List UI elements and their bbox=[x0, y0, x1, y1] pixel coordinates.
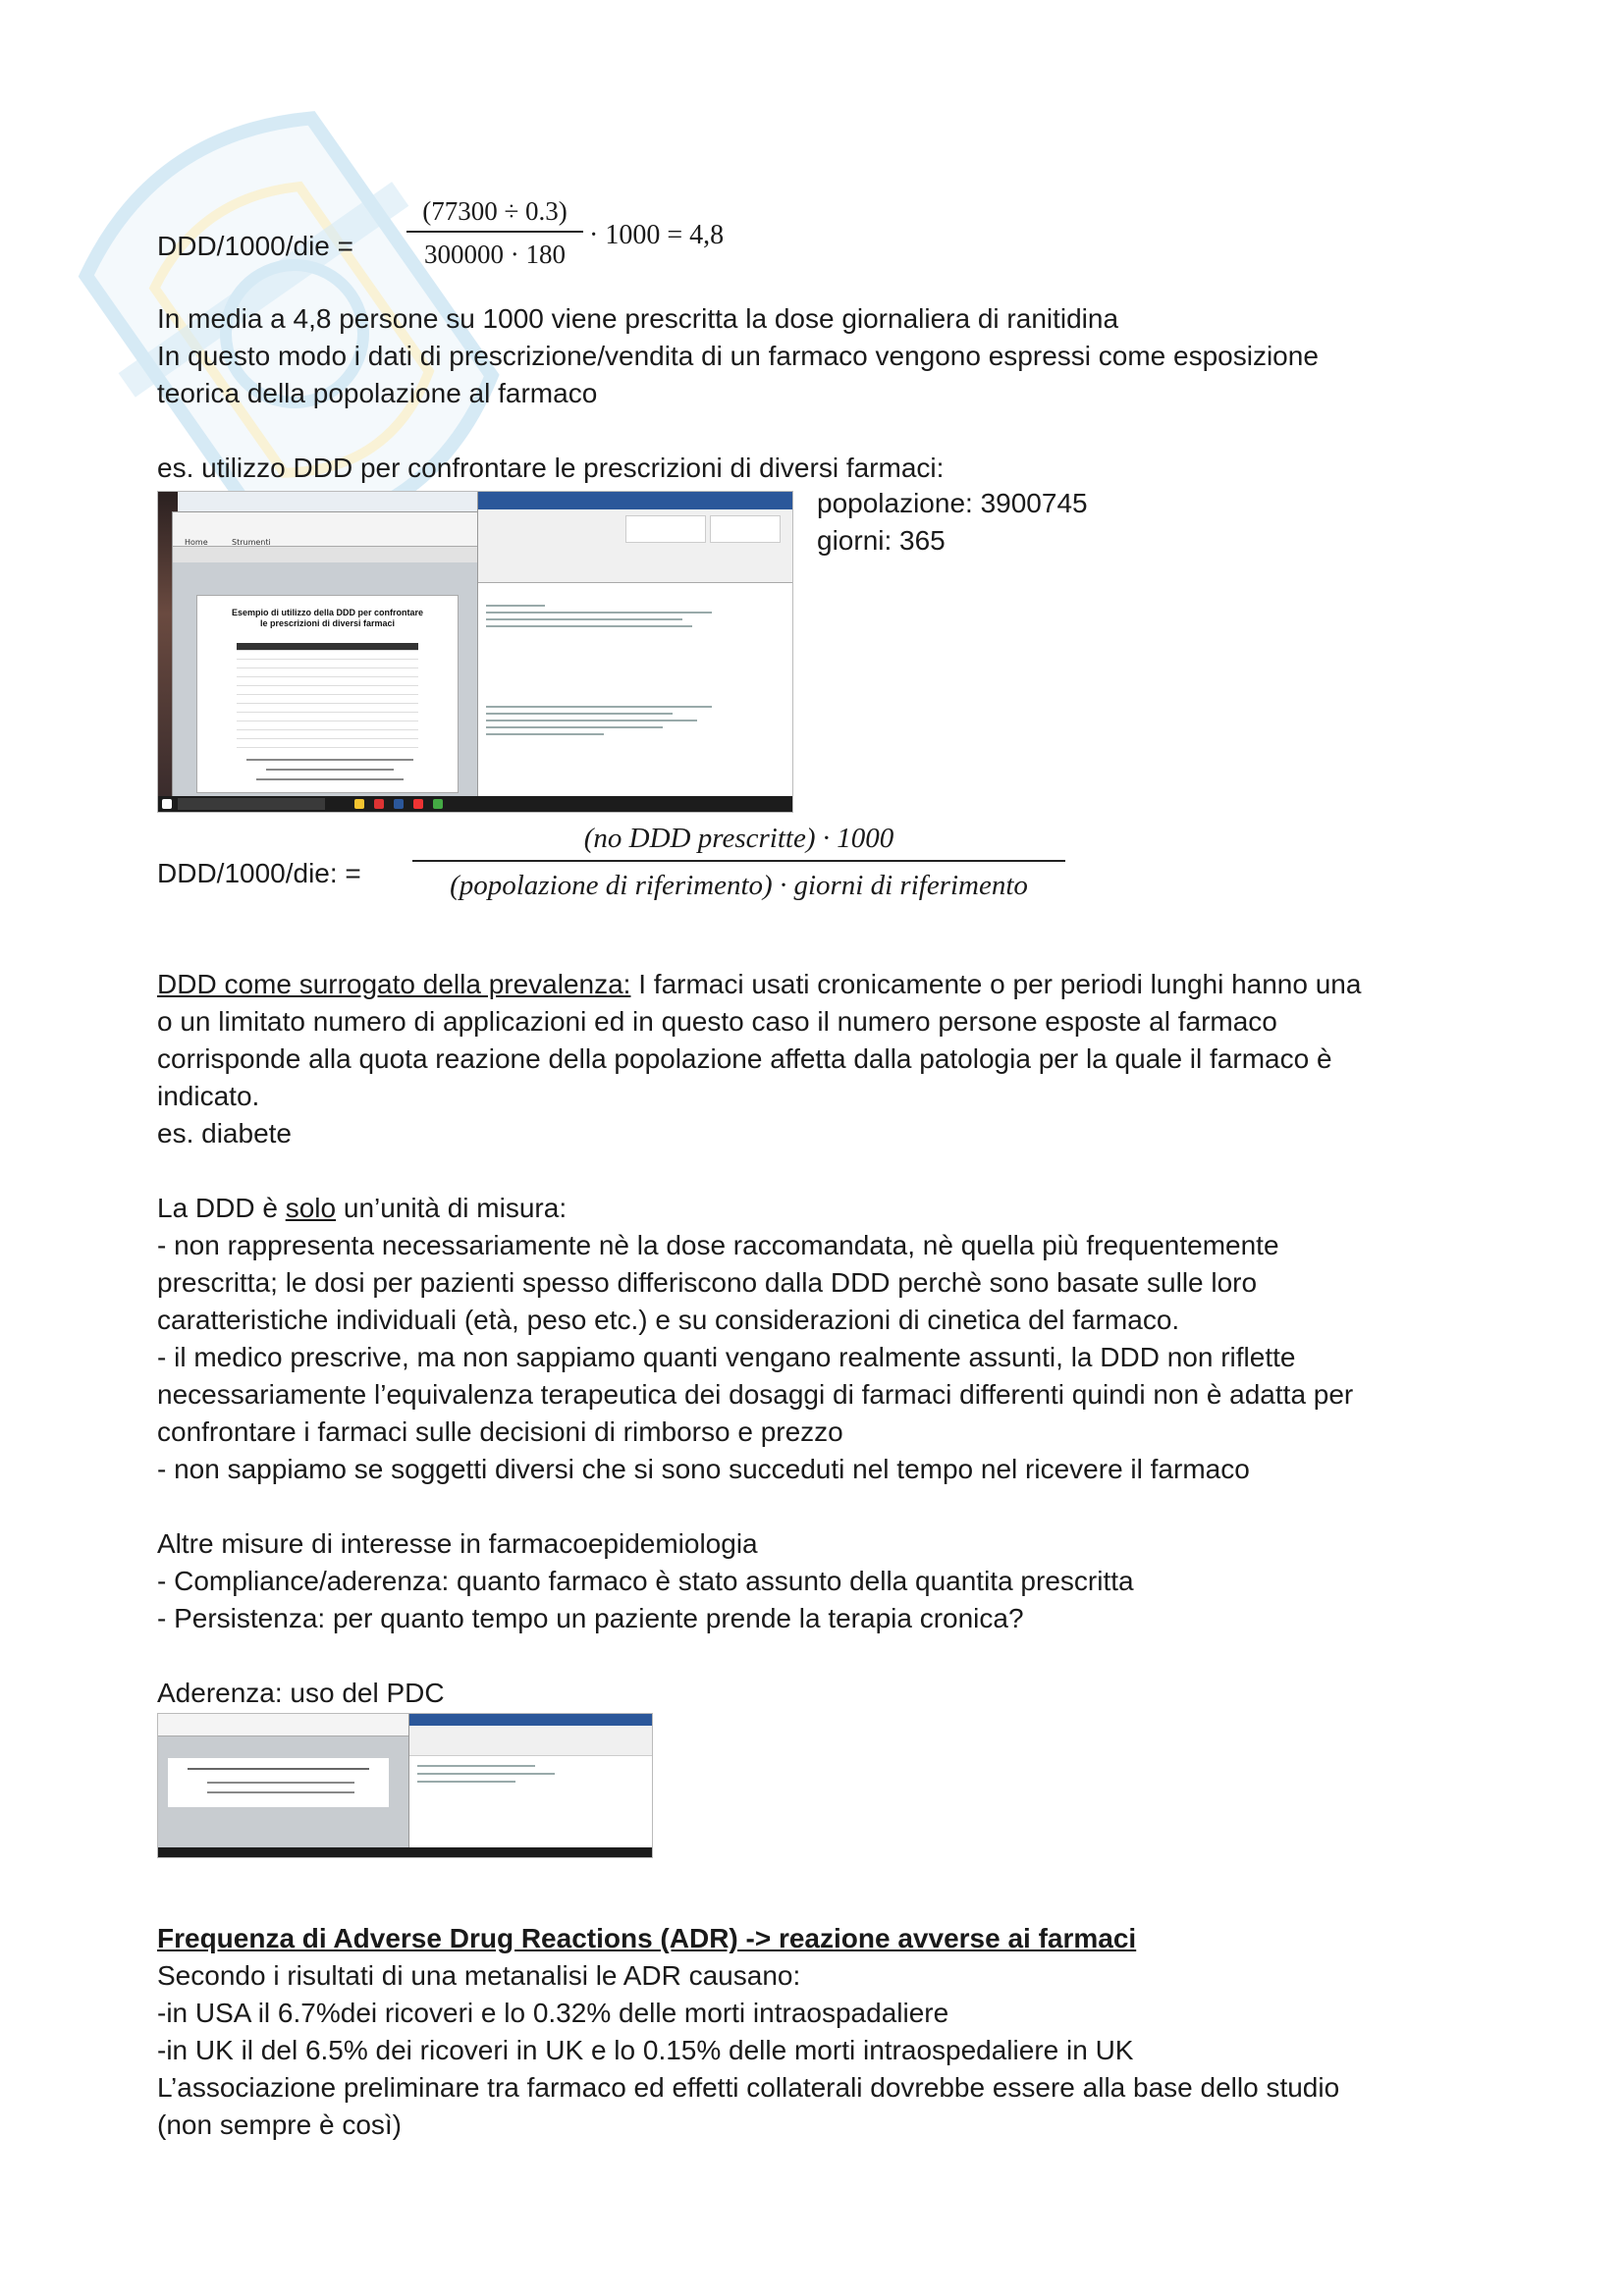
pdf-page bbox=[196, 595, 459, 793]
word-window-2 bbox=[408, 1714, 653, 1847]
adr-heading: Frequenza di Adverse Drug Reactions (ADR) -> reazione avverse ai farmaci bbox=[157, 1923, 1137, 1953]
folder-icon bbox=[354, 799, 364, 809]
windows-taskbar-2 bbox=[158, 1847, 652, 1857]
para1-line-1: In media a 4,8 persone su 1000 viene prescritta la dose giornaliera di ranitidina bbox=[157, 303, 1119, 334]
formula1-label: DDD/1000/die = bbox=[157, 231, 354, 261]
adr-line-5: (non sempre è così) bbox=[157, 2109, 402, 2140]
taskbar-search-box bbox=[178, 798, 325, 810]
unit-line-7: - non sappiamo se soggetti diversi che si sono succeduti nel tempo nel ricevere il farmaco bbox=[157, 1454, 1250, 1484]
adr-line-4: L’associazione preliminare tra farmaco ed effetti collaterali dovrebbe essere alla base dello studio bbox=[157, 2072, 1340, 2103]
pdf-page-title: Esempio di utilizzo della DDD per confrontare le prescrizioni di diversi farmaci bbox=[231, 608, 424, 628]
prevalence-line-2: o un limitato numero di applicazioni ed in questo caso il numero persone esposte al farmaco bbox=[157, 1006, 1277, 1037]
word-window bbox=[477, 492, 793, 796]
adr-line-2: -in USA il 6.7%dei ricoveri e lo 0.32% delle morti intraospadaliere bbox=[157, 1998, 949, 2028]
pdf-tab-tools: Strumenti bbox=[232, 538, 271, 547]
other-line-2: - Compliance/aderenza: quanto farmaco è stato assunto della quantita prescritta bbox=[157, 1566, 1134, 1596]
windows-start-icon bbox=[162, 799, 172, 809]
prevalence-line-5: es. diabete bbox=[157, 1118, 292, 1148]
unit-intro: La DDD è solo un’unità di misura: bbox=[157, 1193, 568, 1223]
example-population: popolazione: 3900745 bbox=[817, 488, 1088, 518]
unit-line-4: - il medico prescrive, ma non sappiamo quanti vengano realmente assunti, la DDD non riflette bbox=[157, 1342, 1296, 1372]
para1-line-2: In questo modo i dati di prescrizione/vendita di un farmaco vengono espressi come esposizione bbox=[157, 341, 1319, 371]
formula1-result: · 1000 = 4,8 bbox=[589, 220, 725, 250]
prevalence-line-1 bbox=[157, 966, 1361, 1003]
word-document-text bbox=[486, 600, 712, 740]
embedded-screenshot-ddd-table bbox=[157, 491, 793, 813]
windows-taskbar bbox=[158, 796, 792, 812]
embedded-screenshot-pdc bbox=[157, 1713, 653, 1858]
prevalence-line-3: corrisponde alla quota reazione della popolazione affetta dalla patologia per la quale il farmaco è bbox=[157, 1043, 1332, 1074]
prevalence-line-4: indicato. bbox=[157, 1081, 260, 1111]
unit-line-3: caratteristiche individuali (età, peso etc.) e su considerazioni di cinetica del farmaco. bbox=[157, 1305, 1180, 1335]
formula2-numerator: (no DDD prescritte) · 1000 bbox=[583, 823, 894, 854]
formula2-fraction-bar bbox=[412, 860, 1065, 862]
unit-line-6: confrontare i farmaci sulle decisioni di rimborso e prezzo bbox=[157, 1416, 843, 1447]
unit-emphasis: solo bbox=[285, 1193, 337, 1223]
formula2-denominator: (popolazione di riferimento) · giorni di riferimento bbox=[450, 870, 1028, 901]
example-intro: es. utilizzo DDD per confrontare le prescrizioni di diversi farmaci: bbox=[157, 453, 945, 483]
unit-line-5: necessariamente l’equivalenza terapeutica dei dosaggi di farmaci differenti quindi non è adatta per bbox=[157, 1379, 1354, 1410]
adr-line-3: -in UK il del 6.5% dei ricoveri in UK e lo 0.15% delle morti intraospedaliere in UK bbox=[157, 2035, 1134, 2065]
unit-line-1: - non rappresenta necessariamente nè la dose raccomandata, nè quella più frequentemente bbox=[157, 1230, 1279, 1260]
prevalence-heading: DDD come surrogato della prevalenza: bbox=[157, 969, 631, 999]
prevalence-text: I farmaci usati cronicamente o per periodi lunghi hanno una bbox=[630, 969, 1362, 999]
adherence-label: Aderenza: uso del PDC bbox=[157, 1678, 445, 1708]
example-days: giorni: 365 bbox=[817, 525, 946, 556]
formula1-denominator: 300000 · 180 bbox=[424, 240, 566, 269]
formula1-fraction-bar bbox=[406, 231, 583, 233]
pdf-mini-table bbox=[237, 643, 418, 748]
pdf-viewer-window-2 bbox=[158, 1714, 408, 1847]
browser-icon bbox=[433, 799, 443, 809]
para1-line-3: teorica della popolazione al farmaco bbox=[157, 378, 598, 408]
word-ribbon bbox=[478, 492, 793, 583]
pdf-page-2 bbox=[168, 1758, 389, 1807]
unit-line-2: prescritta; le dosi per pazienti spesso differiscono dalla DDD perchè sono basate sulle loro bbox=[157, 1267, 1258, 1298]
word-icon bbox=[394, 799, 404, 809]
adr-line-1: Secondo i risultati di una metanalisi le ADR causano: bbox=[157, 1960, 801, 1991]
formula1-numerator: (77300 ÷ 0.3) bbox=[422, 196, 568, 226]
app-icon bbox=[374, 799, 384, 809]
other-line-1: Altre misure di interesse in farmacoepidemiologia bbox=[157, 1528, 758, 1559]
pdf-icon bbox=[413, 799, 423, 809]
pdf-tab-home: Home bbox=[185, 538, 208, 547]
formula2-label: DDD/1000/die: = bbox=[157, 858, 361, 888]
other-line-3: - Persistenza: per quanto tempo un paziente prende la terapia cronica? bbox=[157, 1603, 1024, 1633]
